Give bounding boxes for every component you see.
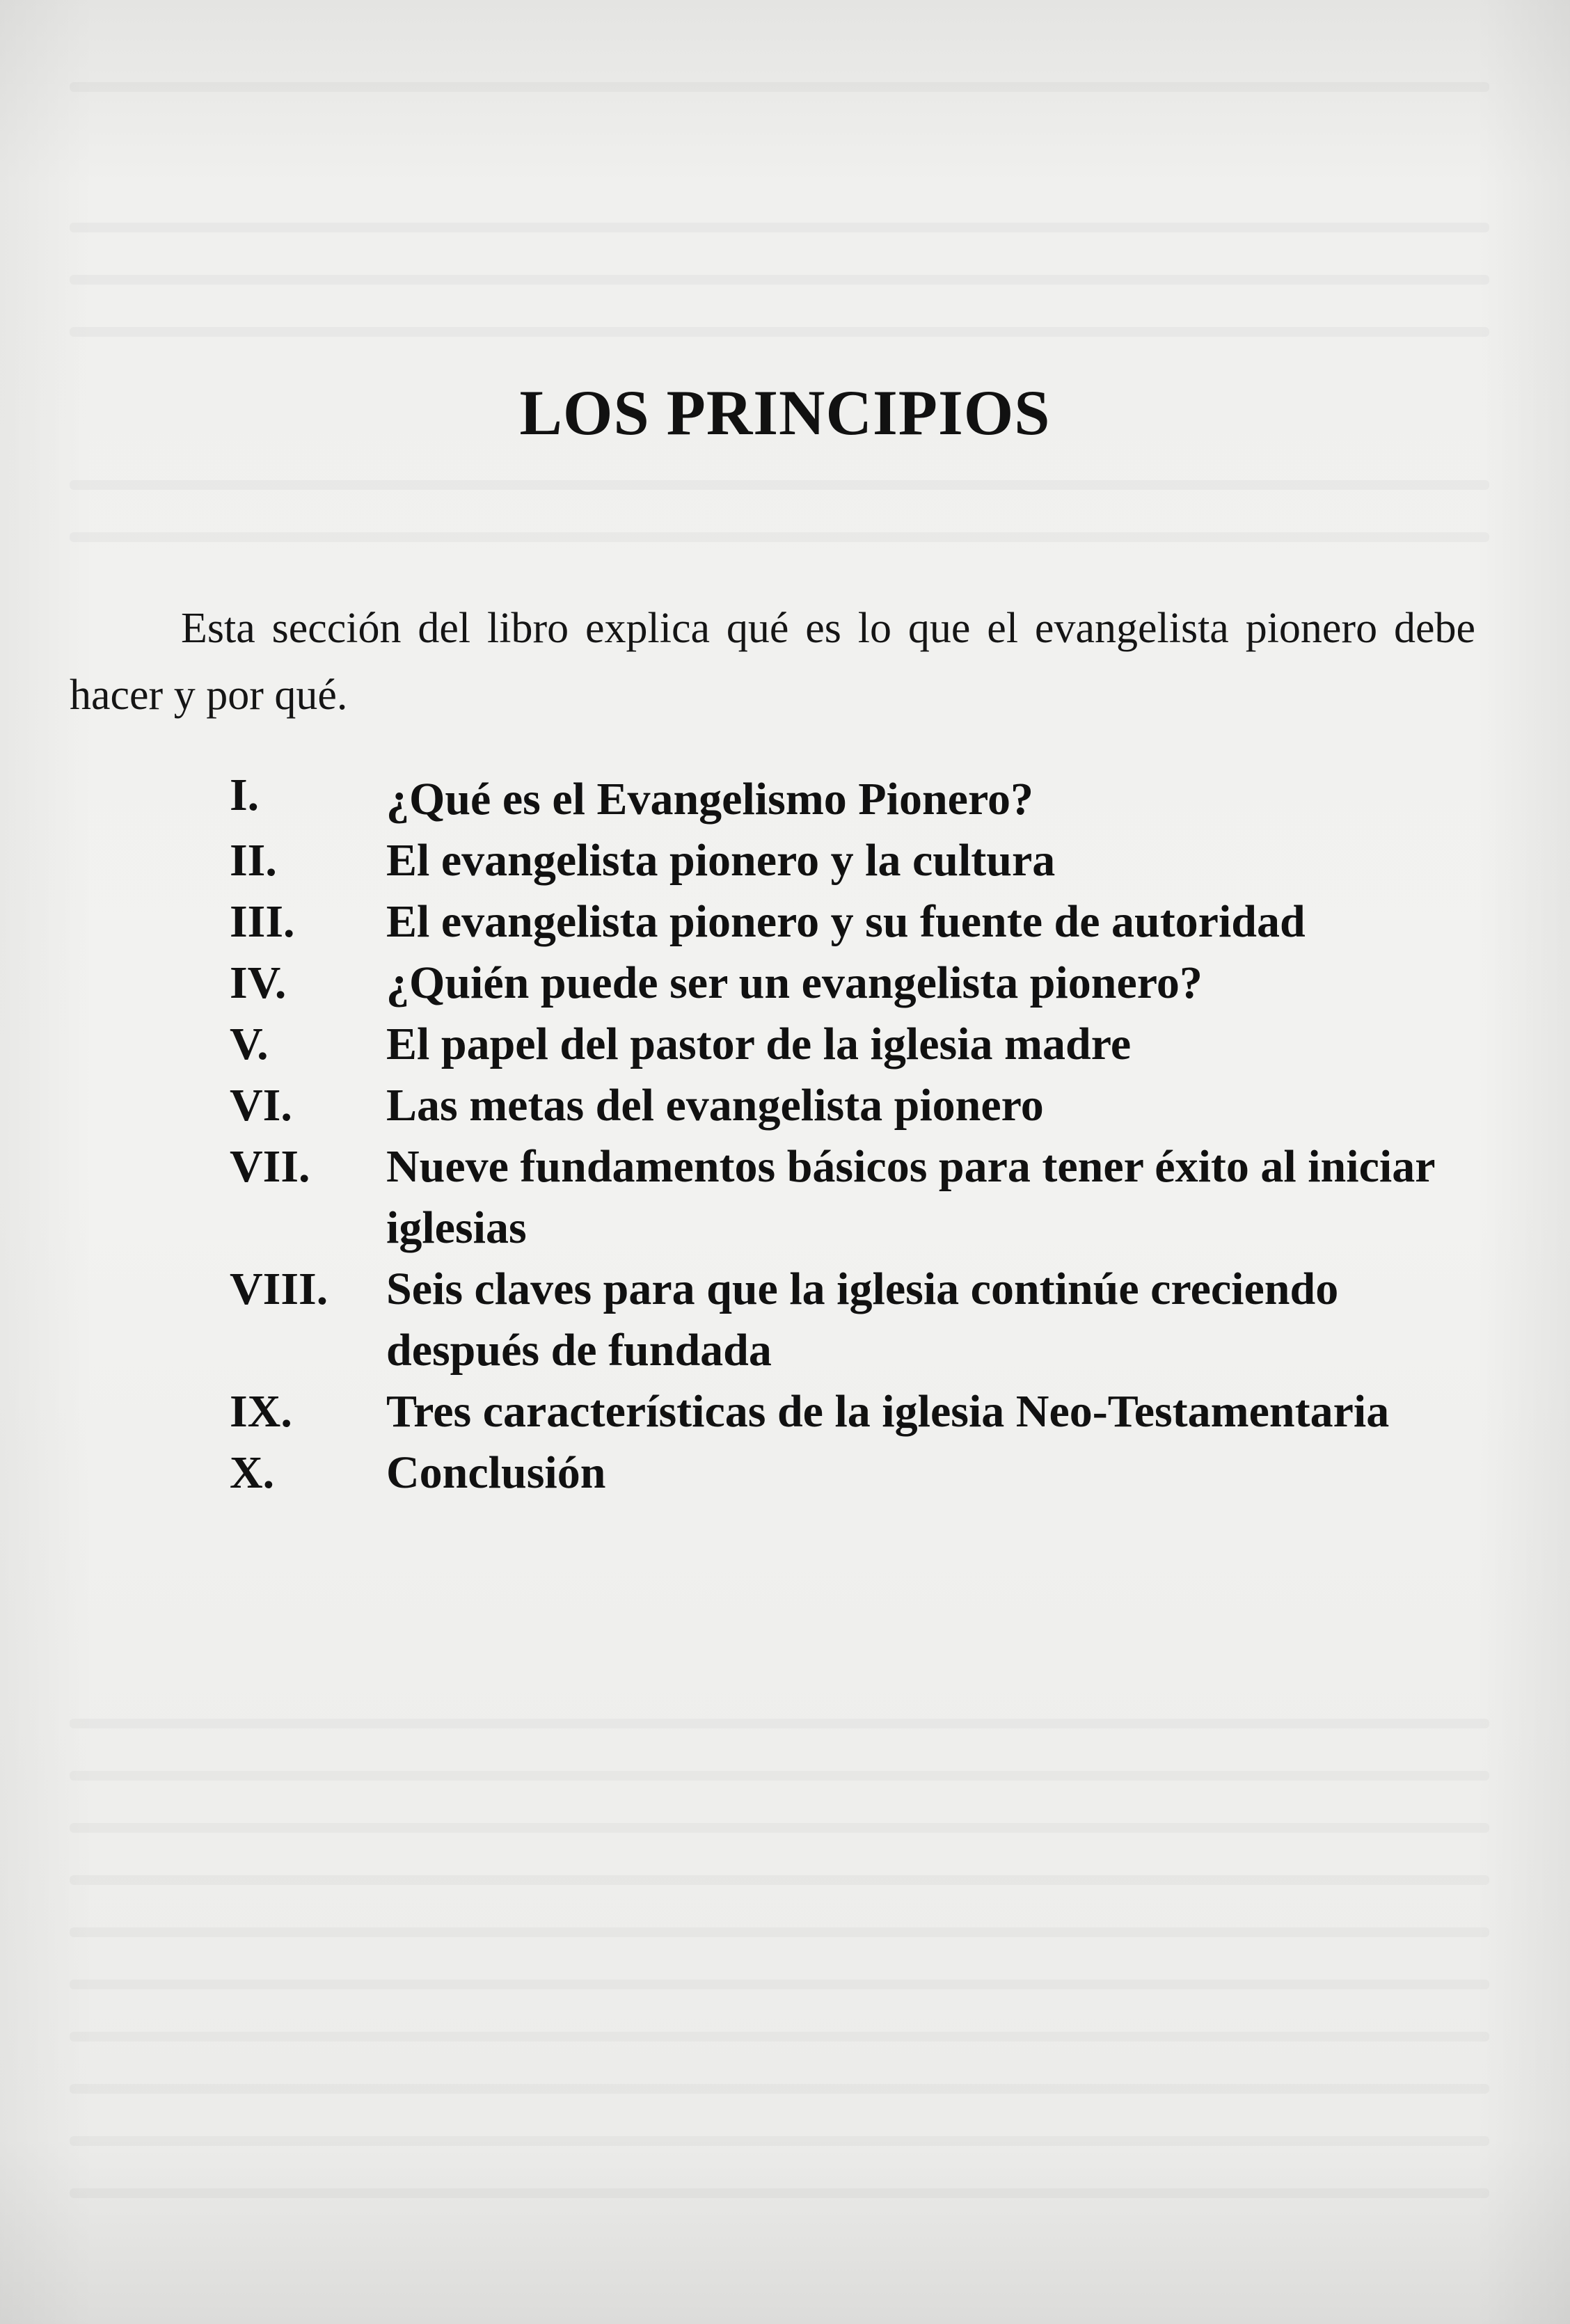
toc-item-title: El evangelista pionero y la cultura [386,835,1056,886]
toc-item [230,1075,1482,1136]
toc-item-title: ¿Quién puede ser un evangelista pionero? [386,957,1203,1008]
toc-item-number: V. [230,1019,269,1069]
show-through-line [70,2032,1489,2042]
show-through-line [70,480,1489,490]
toc-item-number: III. [230,896,295,947]
show-through-line [70,275,1489,285]
toc-item-number: IX. [230,1386,292,1437]
show-through-line [70,2084,1489,2094]
page-title: LOS PRINCIPIOS [519,377,1051,448]
toc-item [230,1014,1482,1075]
toc-item [230,1259,1482,1381]
show-through-line [70,1875,1489,1885]
toc-item-number: IV. [230,957,287,1008]
toc-item-number: I. [230,770,260,820]
toc-item-title: ¿Qué es el Evangelismo Pionero? [386,774,1034,825]
show-through-line [70,1927,1489,1937]
show-through-line [70,2136,1489,2146]
toc-item-title: El papel del pastor de la iglesia madre [386,1019,1132,1069]
table-of-contents [230,769,1482,1504]
toc-item [230,1442,1482,1504]
intro-paragraph: Esta sección del libro explica qué es lo que el evangelista pionero debe hacer y por qué. [70,605,1475,719]
show-through-line [70,327,1489,337]
show-through-line [70,532,1489,542]
show-through-line [70,223,1489,232]
show-through-line [70,82,1489,92]
toc-item [230,769,1482,830]
show-through-line [70,2188,1489,2198]
toc-item-title: Seis claves para que la iglesia continúe creciendo después de fundada [386,1264,1339,1376]
toc-item-number: VIII. [230,1264,328,1314]
toc-item [230,1381,1482,1442]
toc-item [230,1136,1482,1259]
toc-item-title: Tres características de la iglesia Neo-Testamentaria [386,1386,1390,1437]
toc-item [230,953,1482,1014]
show-through-line [70,1823,1489,1833]
toc-item-title: Nueve fundamentos básicos para tener éxito al iniciar iglesias [386,1141,1435,1253]
toc-item-number: VI. [230,1080,292,1131]
toc-item-number: II. [230,835,277,886]
toc-item-title: El evangelista pionero y su fuente de autoridad [386,896,1306,947]
toc-item-number: X. [230,1447,275,1498]
show-through-line [70,1771,1489,1781]
toc-item [230,830,1482,891]
show-through-line [70,1719,1489,1728]
toc-item-title: Conclusión [386,1447,606,1498]
toc-item-title: Las metas del evangelista pionero [386,1080,1044,1131]
toc-item-number: VII. [230,1141,310,1192]
toc-item [230,891,1482,953]
show-through-line [70,1980,1489,1989]
